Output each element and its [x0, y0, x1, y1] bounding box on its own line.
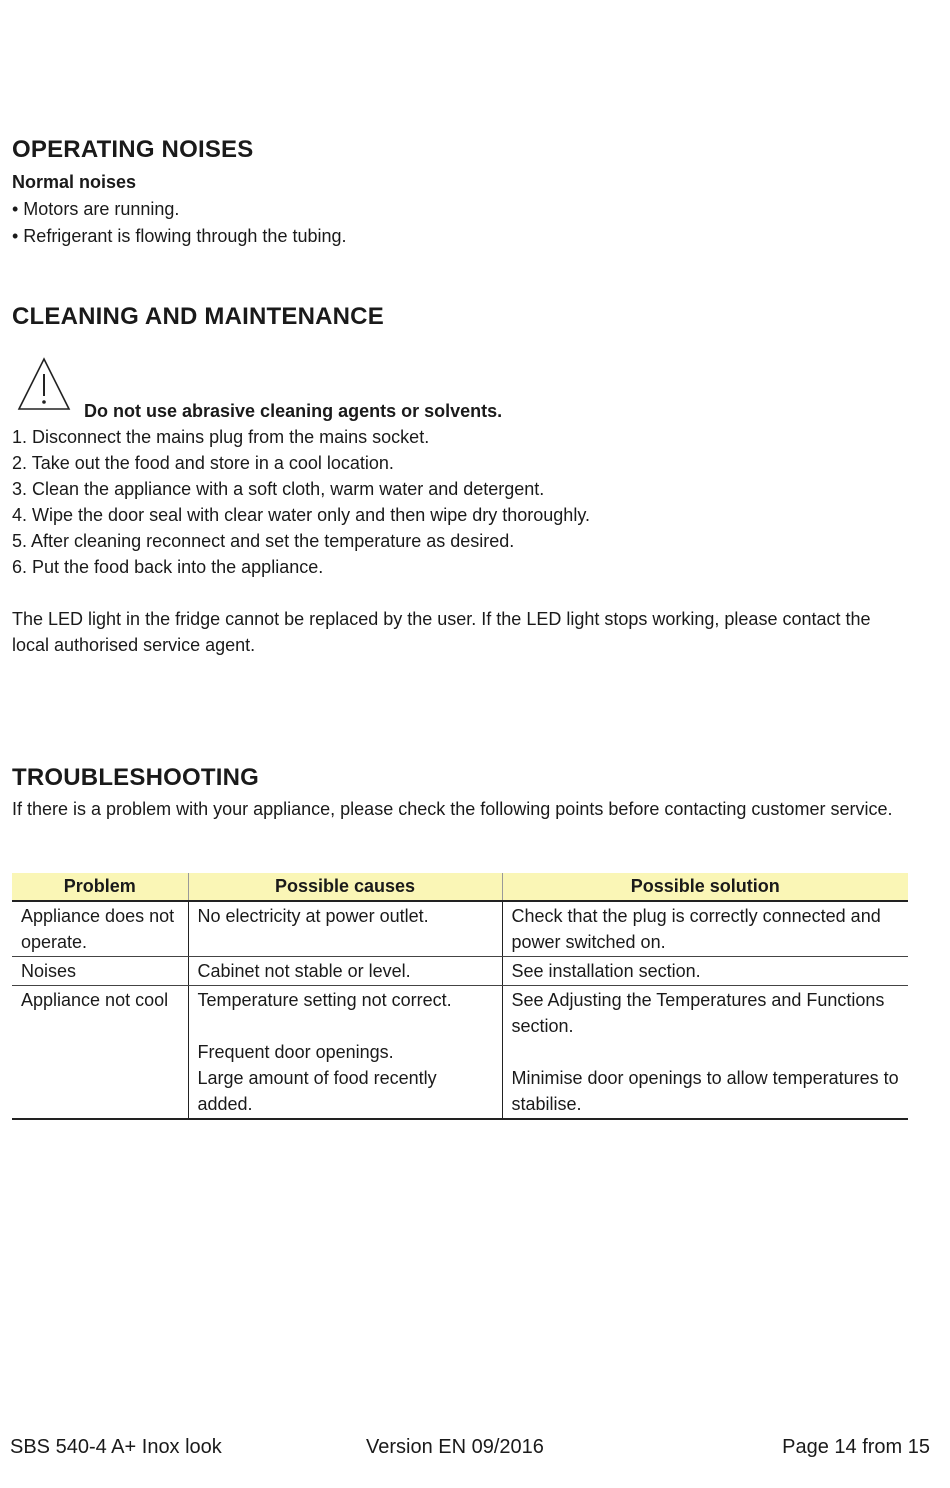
cause-text: Frequent door openings. [197, 1042, 394, 1062]
cleaning-step: 2. Take out the food and store in a cool location. [12, 453, 394, 473]
table-row [12, 957, 908, 986]
cause-text: Temperature setting not correct. [197, 990, 452, 1010]
cause-text: No electricity at power outlet. [197, 906, 429, 926]
problem-cell: Noises [12, 957, 188, 986]
noise-bullet: • Refrigerant is flowing through the tubing. [12, 226, 347, 246]
table-header-row [12, 873, 908, 901]
solution-cell [502, 957, 908, 986]
troubleshooting-table [12, 873, 908, 1120]
cause-text: Large amount of food recently added. [197, 1068, 437, 1114]
operating-noises-heading: OPERATING NOISES [12, 136, 254, 163]
solution-cell [502, 986, 908, 1120]
cleaning-step: 1. Disconnect the mains plug from the mains socket. [12, 427, 430, 447]
problem-cell: Appliance not cool [12, 986, 188, 1120]
cleaning-heading: CLEANING AND MAINTENANCE [12, 303, 384, 330]
solution-text: See Adjusting the Temperatures and Functions section. [511, 990, 885, 1036]
solution-text: Minimise door openings to allow temperatures to stabilise. [511, 1068, 899, 1114]
cleaning-step: 5. After cleaning reconnect and set the temperature as desired. [12, 531, 515, 551]
header-problem: Problem [12, 873, 188, 901]
footer-page-number: Page 14 from 15 [782, 1436, 930, 1458]
warning-text: Do not use abrasive cleaning agents or solvents. [84, 401, 503, 421]
problem-cell: Appliance does not operate. [12, 901, 188, 957]
header-possible-solution: Possible solution [502, 873, 908, 901]
warning-triangle-icon [16, 356, 72, 412]
normal-noises-subheading: Normal noises [12, 172, 137, 192]
cleaning-step: 4. Wipe the door seal with clear water only and then wipe dry thoroughly. [12, 505, 590, 525]
footer-model: SBS 540-4 A+ Inox look [10, 1436, 222, 1458]
solution-cell [502, 901, 908, 957]
table-row [12, 901, 908, 957]
cleaning-step: 3. Clean the appliance with a soft cloth, warm water and detergent. [12, 479, 545, 499]
table-row [12, 986, 908, 1120]
troubleshooting-heading: TROUBLESHOOTING [12, 764, 259, 791]
footer-version: Version EN 09/2016 [366, 1436, 544, 1458]
header-possible-causes: Possible causes [188, 873, 502, 901]
noise-bullet: • Motors are running. [12, 199, 180, 219]
causes-cell [188, 901, 502, 957]
solution-text: See installation section. [511, 961, 701, 981]
causes-cell [188, 957, 502, 986]
cause-text: Cabinet not stable or level. [197, 961, 411, 981]
causes-cell [188, 986, 502, 1120]
cleaning-step: 6. Put the food back into the appliance. [12, 557, 324, 577]
solution-text: Check that the plug is correctly connected and power switched on. [511, 906, 881, 952]
led-note: The LED light in the fridge cannot be replaced by the user. If the LED light stops working, please contact the local authorised service agent. [12, 609, 871, 655]
troubleshooting-intro: If there is a problem with your appliance, please check the following points before contacting customer service. [12, 799, 893, 819]
